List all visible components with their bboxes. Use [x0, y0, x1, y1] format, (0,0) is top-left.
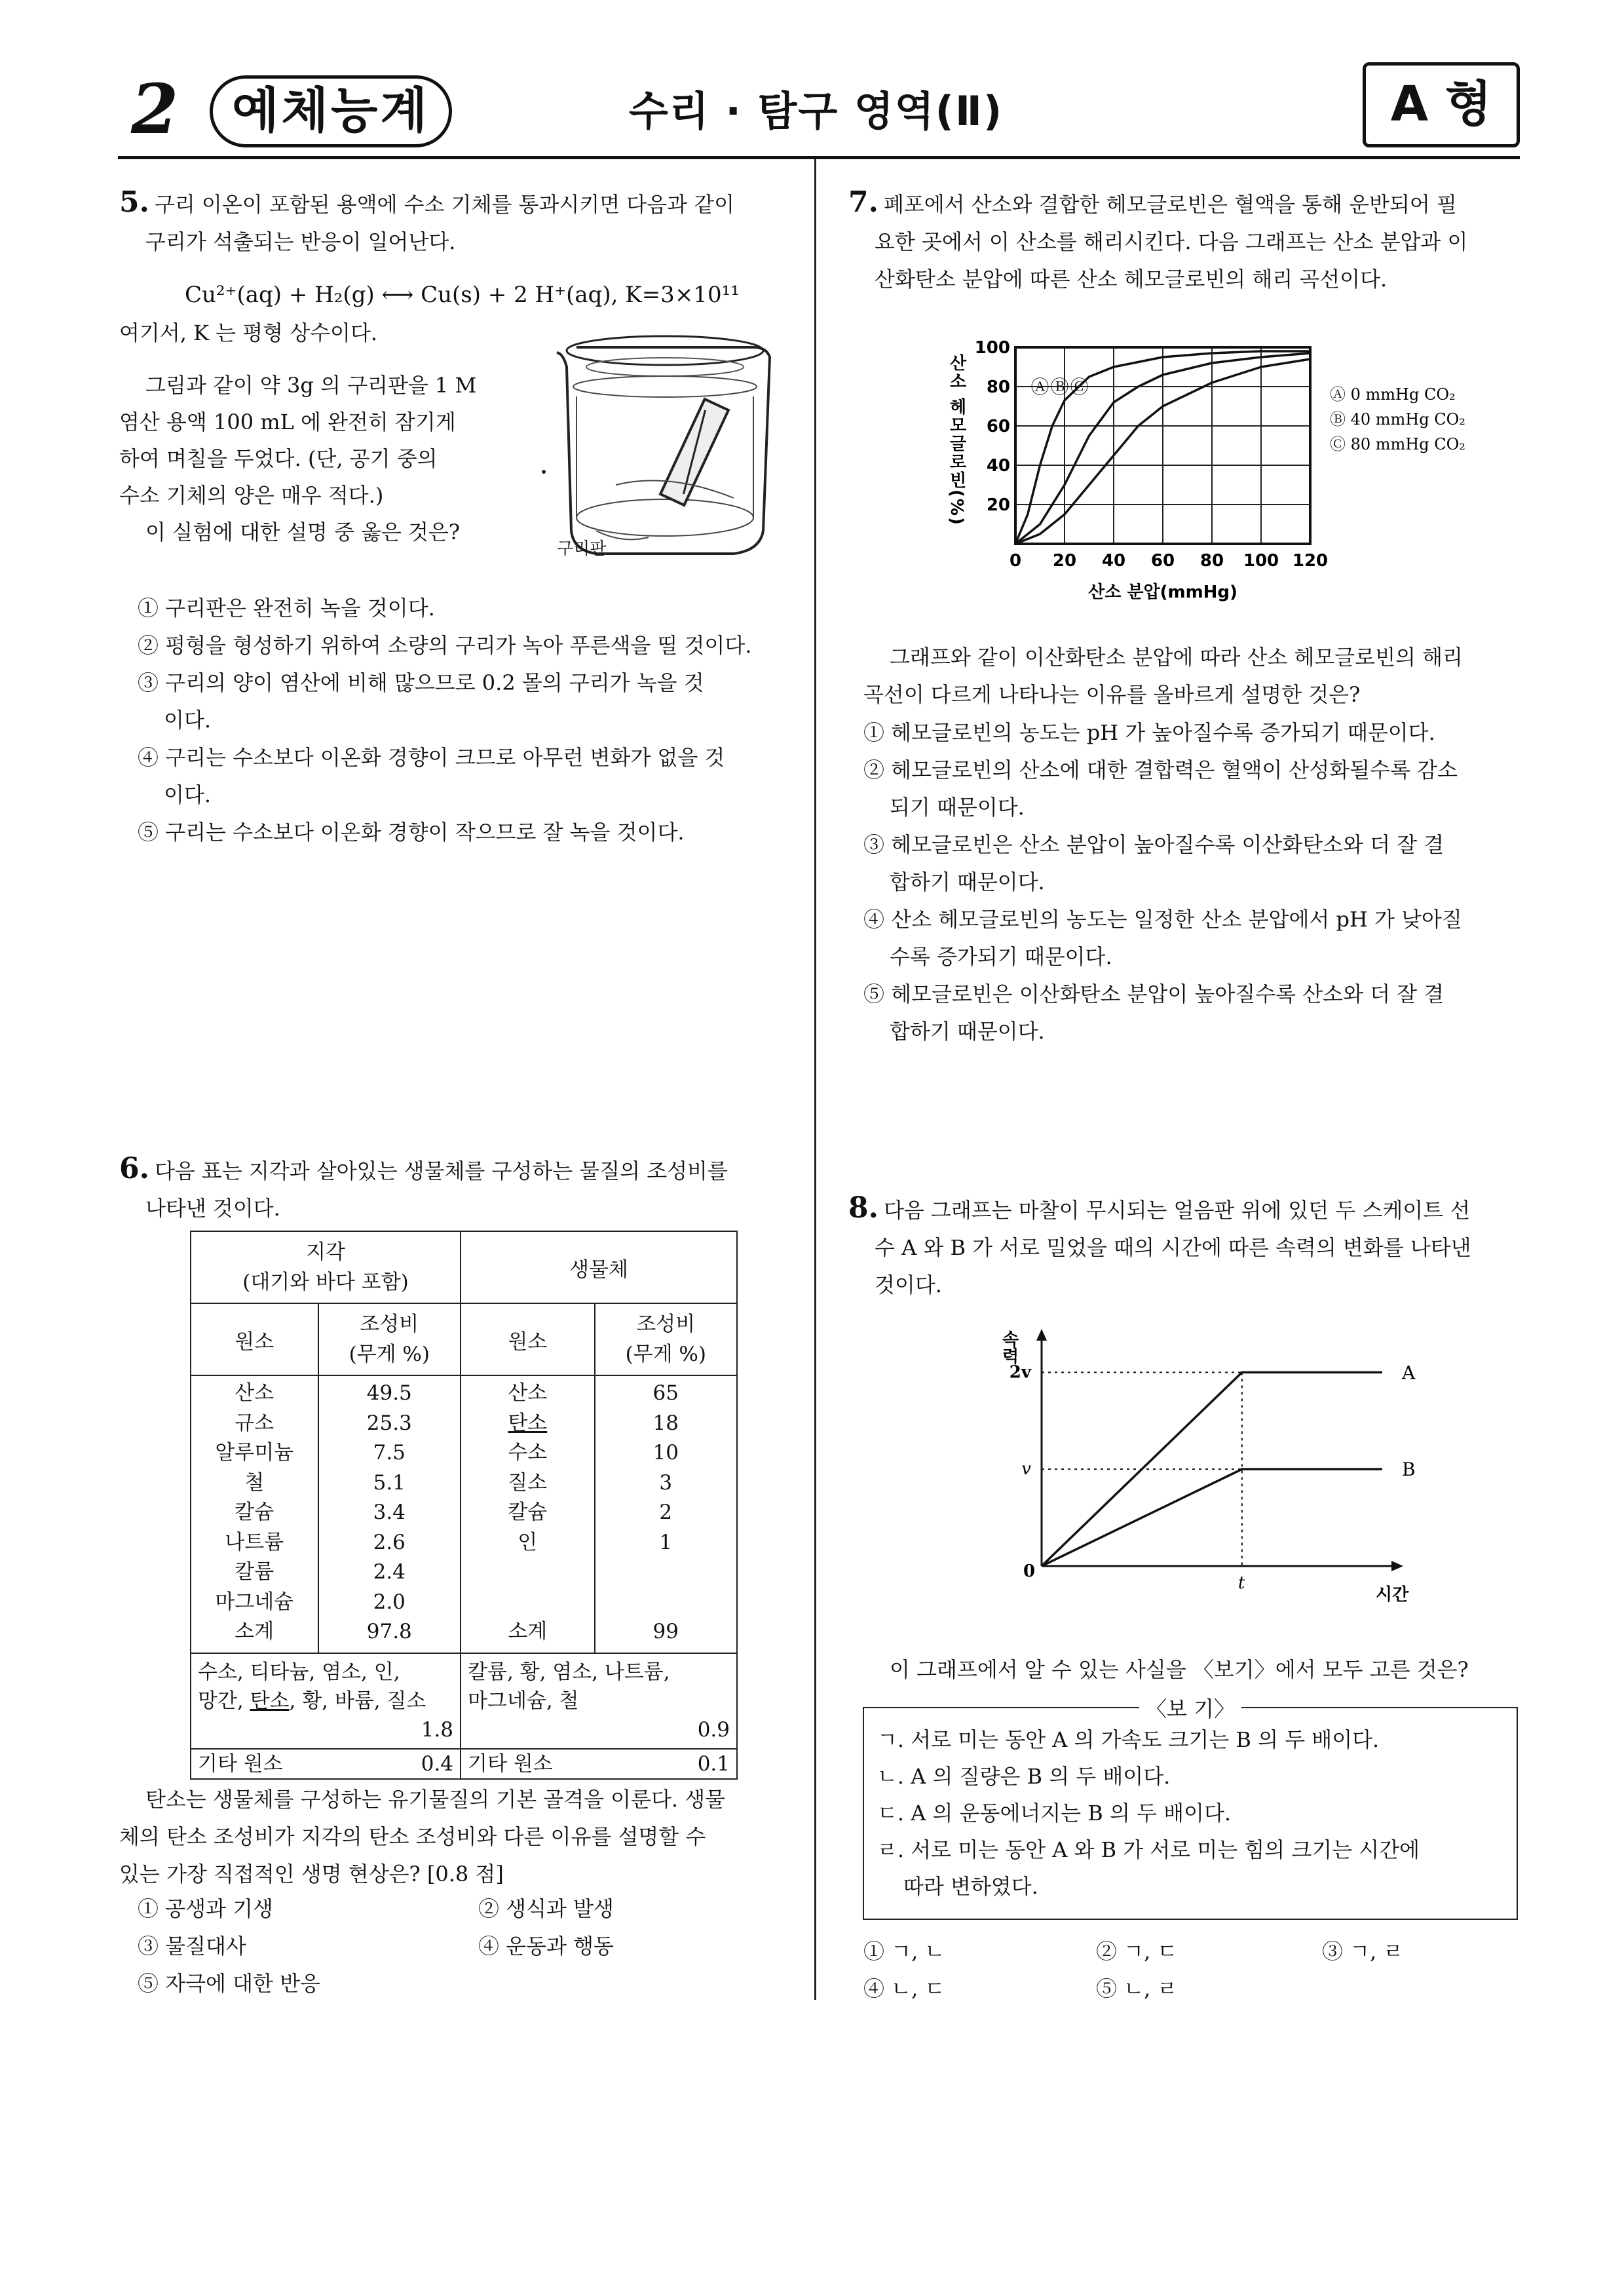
q7-line-2: 산화탄소 분압에 따른 산소 헤모글로빈의 해리 곡선이다.: [875, 267, 1388, 292]
q7-choice-1[interactable]: ① 헤모글로빈의 농도는 pH 가 높아질수록 증가되기 때문이다.: [863, 720, 1435, 745]
y-tick-label: 100: [974, 338, 1010, 358]
x-tick-label: 0: [1023, 1561, 1036, 1581]
q8-line-0: 다음 그래프는 마찰이 무시되는 얼음판 위에 있던 두 스케이트 선: [883, 1198, 1471, 1223]
q6-stem: [119, 1150, 801, 1227]
q6-body-2: 있는 가장 직접적인 생명 현상은? [0.8 점]: [119, 1862, 504, 1886]
q6-choices: [138, 1890, 793, 2002]
table-crust-values: 49.5 25.3 7.5 5.1 3.4 2.6 2.4 2.0 97.8: [318, 1375, 461, 1653]
y-tick-label: 60: [986, 417, 1010, 436]
page-number: 2: [131, 69, 179, 149]
q6-line-0: 다음 표는 지각과 살아있는 생물체를 구성하는 물질의 조성비를: [154, 1158, 728, 1183]
q8-stem: [848, 1189, 1523, 1304]
q8-number: 8.: [848, 1191, 878, 1225]
q5-choice-5[interactable]: ⑤ 구리는 수소보다 이온화 경향이 작으므로 잘 녹을 것이다.: [138, 820, 685, 845]
q5-body-1: 염산 용액 100 mL 에 완전히 잠기게: [119, 410, 456, 434]
q5-figure-label: 구리판: [557, 539, 607, 559]
y-tick-label: 20: [986, 495, 1010, 515]
q5-equation: Cu²⁺(aq) + H₂(g) ⟷ Cu(s) + 2 H⁺(aq), K=3×10¹¹: [185, 282, 740, 308]
category-label: 예체능계: [210, 75, 452, 147]
legend-entry: Ⓒ 80 mmHg CO₂: [1330, 435, 1465, 453]
q5-choice-4-cont: 이다.: [164, 782, 211, 807]
x-tick-label: t: [1237, 1573, 1245, 1593]
q6-choice-5[interactable]: ⑤ 자극에 대한 반응: [138, 1971, 320, 1996]
q8-choice-5[interactable]: ⑤ ㄴ, ㄹ: [1096, 1976, 1178, 2001]
q7-body-1: 곡선이 다르게 나타나는 이유를 올바르게 설명한 것은?: [863, 682, 1361, 707]
q8-velocity-chart: [983, 1330, 1428, 1618]
q7-stem: [848, 183, 1523, 298]
q7-choice-3[interactable]: ③ 헤모글로빈은 산소 분압이 높아질수록 이산화탄소와 더 잘 결: [863, 832, 1445, 857]
q7-choice-5-cont: 합하기 때문이다.: [890, 1019, 1045, 1044]
q7-choice-4[interactable]: ④ 산소 헤모글로빈의 농도는 일정한 산소 분압에서 pH 가 낮아질: [863, 907, 1462, 932]
q6-choice-3[interactable]: ③ 물질대사: [138, 1934, 246, 1959]
column-divider: [814, 159, 816, 2000]
table-crust-elements: 산소 규소 알루미늄 철 칼슘 나트륨 칼륨 마그네슘 소계: [191, 1375, 318, 1653]
q7-choice-2-cont: 되기 때문이다.: [890, 795, 1025, 820]
y-axis-label: 산소 헤모글로빈(%): [947, 354, 966, 526]
q6-composition-table: [190, 1231, 738, 1780]
x-tick-label: 120: [1292, 551, 1329, 571]
q8-choice-2[interactable]: ② ㄱ, ㄷ: [1096, 1939, 1178, 1964]
y-axis-arrow: [1036, 1329, 1047, 1341]
q5-choices: [138, 590, 806, 851]
q7-body-0: 그래프와 같이 이산화탄소 분압에 따라 산소 헤모글로빈의 해리: [890, 645, 1463, 670]
q5-stem: [119, 183, 801, 261]
q7-choice-5[interactable]: ⑤ 헤모글로빈은 이산화탄소 분압이 높아질수록 산소와 더 잘 결: [863, 982, 1445, 1006]
table-head-bio: 생물체: [461, 1231, 737, 1303]
q5-body-4: 이 실험에 대한 설명 중 옳은 것은?: [145, 520, 461, 545]
table-col-comp-bio: 조성비 (무게 %): [595, 1303, 737, 1375]
table-bio-elements: 산소 탄소 수소 질소 칼슘 인 소계: [461, 1375, 594, 1653]
q7-line-0: 폐포에서 산소와 결합한 헤모글로빈은 혈액을 통해 운반되어 필: [883, 192, 1457, 217]
y-tick-label: v: [1021, 1459, 1031, 1480]
q7-number: 7.: [848, 185, 878, 219]
table-col-comp: 조성비 (무게 %): [318, 1303, 461, 1375]
x-tick-label: 20: [1052, 551, 1077, 571]
y-tick-label: 2v: [1009, 1362, 1031, 1383]
q6-choice-2[interactable]: ② 생식과 발생: [478, 1896, 614, 1921]
q8-choices: [863, 1933, 1525, 2008]
x-axis-arrow: [1391, 1561, 1403, 1571]
q5-line-0: 구리 이온이 포함된 용액에 수소 기체를 통과시키면 다음과 같이: [154, 192, 735, 217]
table-head-crust: 지각 (대기와 바다 포함): [191, 1231, 461, 1303]
series-marker: Ⓒ: [1070, 376, 1089, 398]
series-label: A: [1402, 1362, 1416, 1384]
q5-choice-4[interactable]: ④ 구리는 수소보다 이온화 경향이 크므로 아무런 변화가 없을 것: [138, 745, 725, 770]
q8-line-1: 수 A 와 B 가 서로 밀었을 때의 시간에 따른 속력의 변화를 나타낸: [875, 1235, 1471, 1260]
q6-choice-1[interactable]: ① 공생과 기생: [138, 1896, 273, 1921]
x-tick-label: 80: [1199, 551, 1224, 571]
q7-choices: [863, 714, 1525, 1050]
exam-type-badge: A 형: [1363, 62, 1520, 147]
q6-line-1: 나타낸 것이다.: [145, 1196, 280, 1221]
q5-body-3: 수소 기체의 양은 매우 적다.): [119, 483, 384, 508]
q7-body: [863, 639, 1525, 714]
series-marker: Ⓑ: [1050, 376, 1069, 398]
y-tick-label: 40: [986, 456, 1010, 476]
q5-body-0: 그림과 같이 약 3g 의 구리판을 1 M: [145, 373, 477, 398]
q5-choice-3[interactable]: ③ 구리의 양이 염산에 비해 많으므로 0.2 몰의 구리가 녹을 것: [138, 670, 704, 695]
y-tick-label: 80: [986, 377, 1010, 397]
table-bio-other: 기타 원소 0.1: [461, 1749, 737, 1779]
legend-entry: Ⓑ 40 mmHg CO₂: [1330, 410, 1465, 429]
q5-line-1: 구리가 석출되는 반응이 일어난다.: [145, 229, 456, 254]
x-axis-label: 시간: [1376, 1585, 1409, 1605]
q6-body: [119, 1781, 801, 1893]
q6-choice-4[interactable]: ④ 운동과 행동: [478, 1934, 614, 1959]
q8-choice-3[interactable]: ③ ㄱ, ㄹ: [1322, 1939, 1404, 1964]
q8-bogi-4-cont: 따라 변하였다.: [903, 1874, 1038, 1899]
q5-choice-3-cont: 이다.: [164, 708, 211, 733]
q7-choice-4-cont: 수록 증가되기 때문이다.: [890, 944, 1112, 969]
q7-line-1: 요한 곳에서 이 산소를 해리시킨다. 다음 그래프는 산소 분압과 이: [875, 229, 1468, 254]
q7-choice-3-cont: 합하기 때문이다.: [890, 870, 1045, 894]
q8-bogi-2: ㄴ. A 의 질량은 B 의 두 배이다.: [877, 1764, 1171, 1789]
table-bio-values: 65 18 10 3 2 1 99: [595, 1375, 737, 1653]
q6-body-1: 체의 탄소 조성비가 지각의 탄소 조성비와 다른 이유를 설명할 수: [119, 1824, 706, 1849]
q5-note: 여기서, K 는 평형 상수이다.: [119, 320, 378, 345]
q8-line-2: 것이다.: [875, 1272, 942, 1297]
q5-number: 5.: [119, 185, 149, 219]
q8-bogi-box: [863, 1696, 1518, 1920]
q7-dissociation-chart: [937, 334, 1481, 622]
x-axis-label: 산소 분압(mmHg): [1088, 583, 1237, 602]
q6-body-0: 탄소는 생물체를 구성하는 유기물질의 기본 골격을 이룬다. 생물: [145, 1787, 726, 1812]
table-bio-misc: 칼륨, 황, 염소, 나트륨, 마그네슘, 철 0.9: [461, 1653, 737, 1749]
x-tick-label: 40: [1101, 551, 1126, 571]
series-marker: Ⓐ: [1030, 376, 1049, 398]
x-tick-label: 0: [1009, 551, 1022, 571]
q8-choice-4[interactable]: ④ ㄴ, ㄷ: [863, 1976, 945, 2001]
header-rule: [118, 156, 1520, 159]
q8-bogi-3: ㄷ. A 의 운동에너지는 B 의 두 배이다.: [877, 1801, 1232, 1826]
q6-number: 6.: [119, 1152, 149, 1185]
q5-choice-1[interactable]: ① 구리판은 완전히 녹을 것이다.: [138, 596, 435, 621]
x-tick-label: 100: [1243, 551, 1279, 571]
q8-choice-1[interactable]: ① ㄱ, ㄴ: [863, 1939, 945, 1964]
q5-body: [119, 367, 538, 550]
section-title: 수리 · 탐구 영역(Ⅱ): [629, 87, 1004, 135]
q7-choice-2[interactable]: ② 헤모글로빈의 산소에 대한 결합력은 혈액이 산성화될수록 감소: [863, 757, 1458, 782]
series-label: B: [1402, 1459, 1416, 1481]
q8-bogi-title: 〈보 기〉: [1139, 1693, 1241, 1723]
q5-choice-2[interactable]: ② 평형을 형성하기 위하여 소량의 구리가 녹아 푸른색을 띨 것이다.: [138, 633, 752, 658]
x-tick-label: 60: [1150, 551, 1175, 571]
q8-bogi-1: ㄱ. 서로 미는 동안 A 의 가속도 크기는 B 의 두 배이다.: [877, 1727, 1380, 1752]
legend-entry: Ⓐ 0 mmHg CO₂: [1330, 385, 1456, 404]
q8-body: 이 그래프에서 알 수 있는 사실을 〈보기〉에서 모두 고른 것은?: [890, 1657, 1469, 1682]
page-header: [118, 62, 1520, 161]
table-col-element-bio: 원소: [461, 1303, 594, 1375]
q5-body-2: 하여 며칠을 두었다. (단, 공기 중의: [119, 446, 438, 471]
y-axis-label: 속력: [999, 1330, 1019, 1364]
table-crust-other: 기타 원소 0.4: [191, 1749, 461, 1779]
table-crust-misc: 수소, 티타늄, 염소, 인, 망간, 탄소, 황, 바륨, 질소 1.8: [191, 1653, 461, 1749]
q8-bogi-4: ㄹ. 서로 미는 동안 A 와 B 가 서로 미는 힘의 크기는 시간에: [877, 1837, 1420, 1862]
table-col-element: 원소: [191, 1303, 318, 1375]
